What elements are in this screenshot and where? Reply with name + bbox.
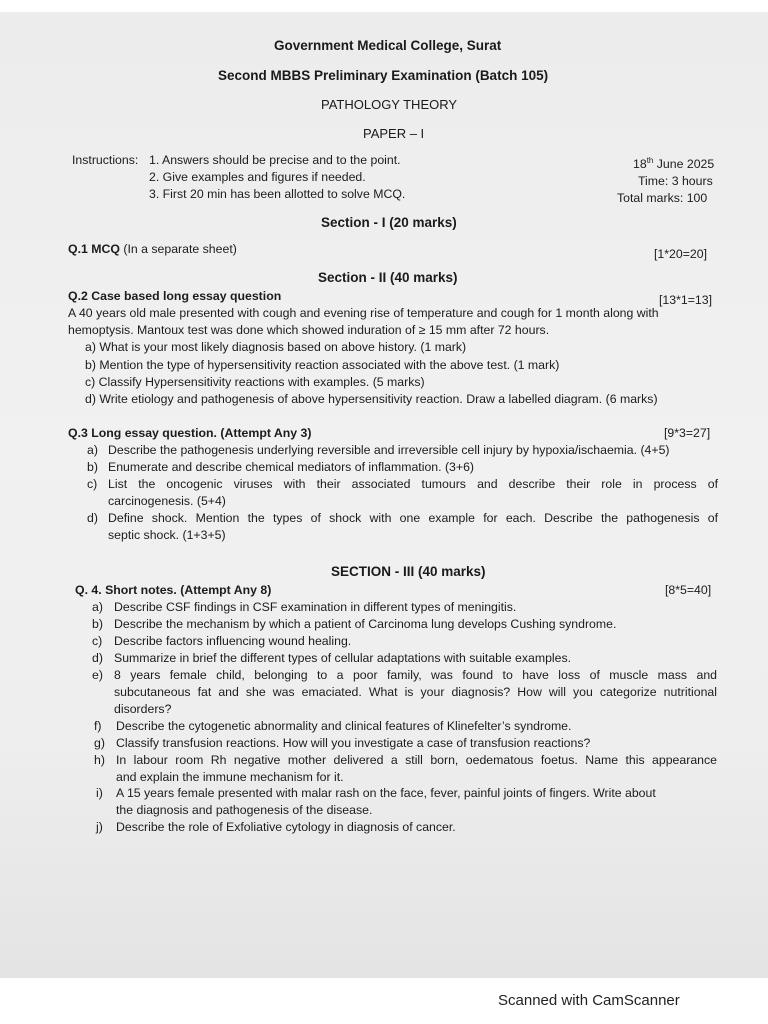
q4-part-letter: g): [94, 736, 105, 750]
exam-date-day: 18: [633, 157, 647, 172]
q2-part: a) What is your most likely diagnosis based on above history. (1 mark): [85, 340, 467, 354]
q3-part-text: Define shock. Mention the types of shock with one example for each. Describe the pathogenesis of: [108, 511, 718, 525]
q4-part-letter: j): [96, 820, 103, 834]
instruction-item: 2. Give examples and figures if needed.: [149, 170, 366, 184]
exam-paper-sheet: [0, 12, 768, 978]
q4-part-text: Summarize in brief the different types of cellular adaptations with suitable examples.: [114, 651, 572, 665]
instruction-item: 1. Answers should be precise and to the point.: [149, 153, 401, 167]
q1-line: [68, 242, 237, 256]
q1-marks: [1*20=20]: [654, 247, 707, 261]
section-3-heading: SECTION - III (40 marks): [331, 564, 486, 579]
q4-part-text: Describe CSF findings in CSF examination in different types of meningitis.: [114, 600, 517, 614]
q3-part-letter: c): [87, 477, 98, 491]
q4-part-letter: d): [92, 651, 103, 665]
q3-part-text-cont: septic shock. (1+3+5): [108, 528, 226, 542]
q2-title: Q.2 Case based long essay question: [68, 289, 282, 303]
q2-stem-line: hemoptysis. Mantoux test was done which showed induration of ≥ 15 mm after 72 hours.: [68, 323, 550, 337]
q4-part-text: Describe the cytogenetic abnormality and clinical features of Klinefelter’s syndrome.: [116, 719, 572, 733]
q3-part-letter: b): [87, 460, 98, 474]
q2-stem-line: A 40 years old male presented with cough and evening rise of temperature and cough for 1 month along with: [68, 306, 659, 320]
total-marks: Total marks: 100: [617, 191, 708, 205]
q3-part-text: List the oncogenic viruses with their associated tumours and describe their role in process of: [108, 477, 718, 491]
q4-part-text: Describe the mechanism by which a patient of Carcinoma lung develops Cushing syndrome.: [114, 617, 617, 631]
q4-part-text-cont: the diagnosis and pathogenesis of the disease.: [116, 803, 373, 817]
exam-duration: Time: 3 hours: [638, 174, 713, 188]
q4-part-letter: a): [92, 600, 103, 614]
exam-date-suffix: th: [646, 156, 654, 165]
exam-date: [633, 156, 714, 171]
subject-title: PATHOLOGY THEORY: [321, 97, 458, 112]
q4-part-text-cont: and explain the immune mechanism for it.: [116, 770, 344, 784]
exam-title: Second MBBS Preliminary Examination (Batch 105): [218, 68, 549, 83]
exam-date-rest: June 2025: [653, 157, 715, 172]
q4-part-text: 8 years female child, belonging to a poor family, was found to have loss of muscle mass and: [114, 668, 717, 682]
q3-marks: [9*3=27]: [664, 426, 711, 440]
q4-marks: [8*5=40]: [665, 583, 712, 597]
section-1-heading: Section - I (20 marks): [321, 215, 457, 230]
q4-part-letter: c): [92, 634, 103, 648]
q2-part: c) Classify Hypersensitivity reactions with examples. (5 marks): [85, 375, 425, 389]
q3-part-text: Enumerate and describe chemical mediators of inflammation. (3+6): [108, 460, 475, 474]
q4-part-text-cont: subcutaneous fat and she was emaciated. What is your diagnosis? How will you categorize nutritional: [114, 685, 717, 699]
q4-part-letter: f): [94, 719, 102, 733]
q2-part: d) Write etiology and pathogenesis of above hypersensitivity reaction. Draw a labelled diagram. (6 marks): [85, 392, 658, 406]
instruction-item: 3. First 20 min has been allotted to solve MCQ.: [149, 187, 406, 201]
q4-part-text: In labour room Rh negative mother delivered a still born, oedematous foetus. Name this appearance: [116, 753, 717, 767]
q4-part-letter: h): [94, 753, 105, 767]
q2-marks: [13*1=13]: [659, 293, 712, 307]
q3-part-text-cont: carcinogenesis. (5+4): [108, 494, 226, 508]
q4-part-text: A 15 years female presented with malar rash on the face, fever, painful joints of fingers. Write about: [116, 786, 656, 800]
paper-title: PAPER – I: [363, 126, 425, 141]
q4-part-text: Describe the role of Exfoliative cytology in diagnosis of cancer.: [116, 820, 456, 834]
q3-part-letter: a): [87, 443, 98, 457]
q3-part-letter: d): [87, 511, 98, 525]
instructions-label: Instructions:: [72, 153, 139, 167]
q4-part-letter: i): [96, 786, 103, 800]
q1-note: (In a separate sheet): [119, 242, 237, 256]
q4-part-letter: b): [92, 617, 103, 631]
q2-part: b) Mention the type of hypersensitivity reaction associated with the above test. (1 mark): [85, 358, 560, 372]
college-name: Government Medical College, Surat: [274, 38, 502, 53]
q4-part-text: Classify transfusion reactions. How will you investigate a case of transfusion reactions?: [116, 736, 591, 750]
section-2-heading: Section - II (40 marks): [318, 270, 458, 285]
q3-title: Q.3 Long essay question. (Attempt Any 3): [68, 426, 312, 440]
q4-part-text: Describe factors influencing wound healing.: [114, 634, 352, 648]
scanner-watermark: Scanned with CamScanner: [498, 992, 680, 1009]
q1-label: Q.1 MCQ: [68, 242, 120, 256]
q4-part-letter: e): [92, 668, 103, 682]
q4-part-text-cont: disorders?: [114, 702, 172, 716]
q3-part-text: Describe the pathogenesis underlying reversible and irreversible cell injury by hypoxia/ischaemia. (4+5): [108, 443, 670, 457]
q4-title: Q. 4. Short notes. (Attempt Any 8): [75, 583, 272, 597]
